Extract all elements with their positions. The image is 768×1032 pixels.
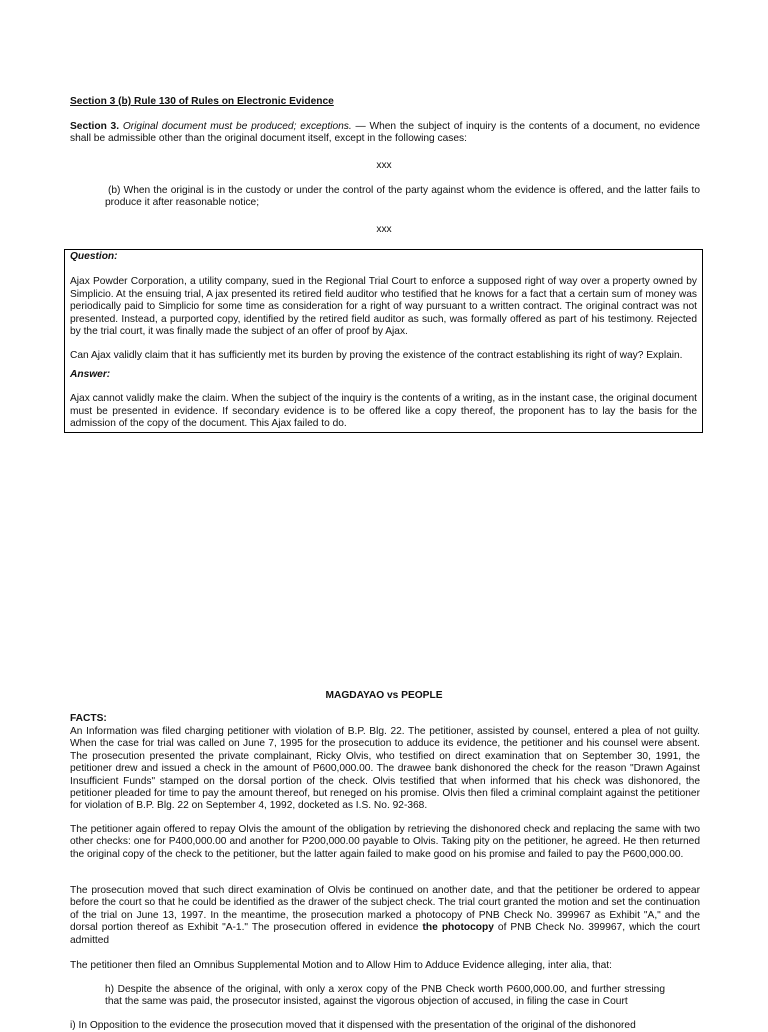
- facts-paragraph-3-bold: the photocopy: [422, 922, 494, 934]
- facts-paragraph-3-text-b: of PNB Check No. 399967, which the court admitted: [70, 922, 700, 946]
- ellipsis-marker-1: xxx: [376, 160, 392, 171]
- ellipsis-marker-2: xxx: [376, 224, 392, 235]
- answer-text: Ajax cannot validly make the claim. When the subject of the inquiry is the contents of a writing, as in the instant case, the original document must be presented in evidence. If secondary evidence is to be offered like a copy thereof, the proponent has to lay the basis for the admission of the copy of the document. This Ajax failed to do.: [70, 393, 697, 430]
- clause-b: (b) When the original is in the custody or under the control of the party against whom the evidence is offered, and the latter fails to produce it after reasonable notice;: [105, 185, 700, 209]
- question-label: Question:: [70, 251, 118, 262]
- clause-h: h) Despite the absence of the original, with only a xerox copy of the PNB Check worth P600,000.00, and further stressing that the same was paid, the prosecutor insisted, against the vigorous objection of accused, in filing the case in Court: [105, 984, 665, 1008]
- answer-label: Answer:: [70, 368, 111, 380]
- section-3-text: [70, 121, 700, 146]
- question-answer-box: [64, 249, 703, 433]
- section-heading: Section 3 (b) Rule 130 of Rules on Electronic Evidence: [70, 96, 334, 107]
- facts-paragraph-3-text-a: The prosecution moved that such direct examination of Olvis be continued on another date, and that the petitioner be ordered to appear before the court so that he could be identified as the drawer of the subject check. The trial court granted the motion and set the continuation of the trial on June 13, 1997. In the meantime, the prosecution marked a photocopy of PNB Check No. 399967 as Exhibit "A," and the dorsal portion thereof as Exhibit "A-1." The prosecution offered in evidence: [70, 885, 700, 934]
- facts-paragraph-1: An Information was filed charging petitioner with violation of B.P. Blg. 22. The petitioner, assisted by counsel, entered a plea of not guilty. When the case for trial was called on June 7, 1995 for the prosecution to adduce its evidence, the petitioner and his counsel were absent. The prosecution presented the private complainant, Ricky Olvis, who testified on direct examination that on September 30, 1991, the petitioner drew and issued a check in the amount of P600,000.00. The drawee bank dishonored the check for the reason "Drawn Against Insufficient Funds" stamped on the dorsal portion of the check. Olvis testified that when informed that his check was dishonored, the petitioner pleaded for time to pay the amount thereof, but reneged on his promise. Olvis then filed a criminal complaint against the petitioner for violation of B.P. Blg. 22 on September 4, 1992, docketed as I.S. No. 92-368.: [70, 726, 700, 812]
- section-label: Section 3.: [70, 121, 120, 132]
- facts-paragraph-3: [70, 885, 700, 947]
- question-text: Ajax Powder Corporation, a utility company, sued in the Regional Trial Court to enforce a supposed right of way over a property owned by Simplicio. At the ensuing trial, A jax presented its retired field auditor who testified that he knows for a fact that a certain sum of money was periodically paid to Simplicio for some time as consideration for a right of way pursuant to a written contract. The original contract was not presented. Instead, a purported copy, identified by the retired field auditor as such, was formally offered as part of his testimony. Rejected by the trial court, it was finally made the subject of an offer of proof by Ajax.: [70, 276, 697, 338]
- facts-label: FACTS:: [70, 713, 107, 724]
- facts-paragraph-4: The petitioner then filed an Omnibus Supplemental Motion and to Allow Him to Adduce Evidence alleging, inter alia, that:: [70, 960, 612, 971]
- case-title: MAGDAYAO vs PEOPLE: [325, 690, 443, 701]
- facts-paragraph-2: The petitioner again offered to repay Olvis the amount of the obligation by retrieving the dishonored check and replacing the same with two other checks: one for P400,000.00 and another for P200,000.00 payable to Olvis. Taking pity on the petitioner, he agreed. He then returned the original copy of the check to the petitioner, but the latter again failed to make good on his promise and failed to pay the P600,000.00.: [70, 824, 700, 860]
- question-followup: Can Ajax validly claim that it has sufficiently met its burden by proving the existence of the contract establishing its right of way? Explain.: [70, 350, 683, 362]
- section-body: — When the subject of inquiry is the contents of a document, no evidence shall be admissible other than the original document itself, except in the following cases:: [70, 121, 700, 145]
- section-title: Original document must be produced; exceptions.: [122, 121, 352, 132]
- clause-i: i) In Opposition to the evidence the prosecution moved that it dispensed with the presentation of the original of the dishonored: [70, 1020, 636, 1031]
